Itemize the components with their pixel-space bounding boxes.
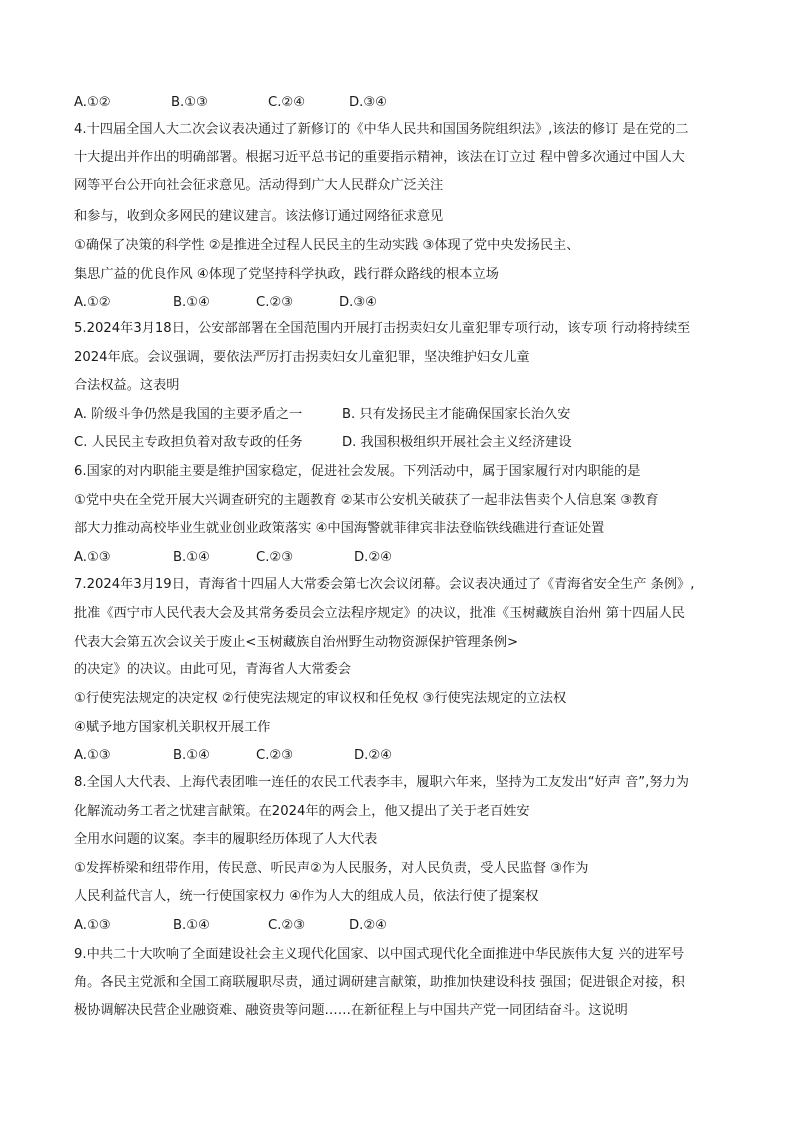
q4-option-a[interactable]: A.①② [74,295,111,310]
q7-option-c[interactable]: C.②③ [256,748,294,763]
q4-option-c[interactable]: C.②③ [256,295,294,310]
q8-option-b[interactable]: B.①④ [173,918,210,933]
q4-statement-line: 集思广益的优良作风 ④体现了党坚持科学执政，践行群众路线的根本立场 [74,267,499,282]
q5-option-c[interactable]: C. 人民民主专政担负着对敌专政的任务 [74,435,303,450]
q6-statement-line: ①党中央在全党开展大兴调查研究的主题教育 ②某市公安机关破获了一起非法售卖个人信息案 ③教育 [74,493,659,508]
q7-stem-line: 7.2024年3月19日，青海省十四届人大常委会第七次会议闭幕。会议表决通过了《青海省安全生产 条例》, [74,577,695,592]
q6-option-c[interactable]: C.②③ [256,550,294,565]
q8-statement-line: 人民利益代言人，统一行使国家权力 ④作为人大的组成人员，依法行使了提案权 [74,889,539,904]
q8-option-d[interactable]: D.②④ [349,918,387,933]
q6-stem-line: 6.国家的对内职能主要是维护国家稳定，促进社会发展。下列活动中，属于国家履行对内职能的是 [74,464,641,479]
q5-option-d[interactable]: D. 我国积极组织开展社会主义经济建设 [342,435,572,450]
q4-stem-line: 和参与，收到众多网民的建议建言。该法修订通过网络征求意见 [74,209,444,224]
q6-statement-line: 部大力推动高校毕业生就业创业政策落实 ④中国海警就菲律宾非法登临铁线礁进行查证处置 [74,521,605,536]
q8-stem-line: 化解流动务工者之忧建言献策。在2024年的两会上，他又提出了关于老百姓安 [74,804,530,819]
q7-stem-line: 批准《西宁市人民代表大会及其常务委员会立法程序规定》的决议，批准《玉树藏族自治州 第十四届人民 [74,606,685,621]
q5-stem-line: 5.2024年3月18日，公安部部署在全国范围内开展打击拐卖妇女儿童犯罪专项行动，该专项 行动将持续至 [74,321,691,336]
q9-stem-line: 极协调解决民营企业融资难、融资贵等问题……在新征程上与中国共产党一同团结奋斗。这说明 [74,1003,628,1018]
q7-option-b[interactable]: B.①④ [173,748,210,763]
q4-option-b[interactable]: B.①④ [173,295,210,310]
q8-option-c[interactable]: C.②③ [268,918,306,933]
q7-statement-line: ④赋予地方国家机关职权开展工作 [74,720,271,735]
q3-option-c[interactable]: C.②④ [268,95,306,110]
q4-statement-line: ①确保了决策的科学性 ②是推进全过程人民民主的生动实践 ③体现了党中央发扬民主、 [74,238,580,253]
q8-stem-line: 全用水问题的议案。李丰的履职经历体现了人大代表 [74,832,378,847]
q3-option-a[interactable]: A.①② [74,95,111,110]
q8-statement-line: ①发挥桥梁和纽带作用，传民意、听民声②为人民服务，对人民负责，受人民监督 ③作为 [74,861,589,876]
q8-stem-line: 8.全国人大代表、上海代表团唯一连任的农民工代表李丰，履职六年来，坚持为工友发出“好声 音”,努力为 [74,775,689,790]
q5-stem-line: 2024年底。会议强调，要依法严厉打击拐卖妇女儿童犯罪，坚决维护妇女儿童 [74,350,530,365]
q8-option-a[interactable]: A.①③ [74,918,111,933]
q6-option-a[interactable]: A.①③ [74,550,111,565]
q7-stem-line: 的决定》的决议。由此可见，青海省人大常委会 [74,662,351,677]
q3-option-b[interactable]: B.①③ [171,95,208,110]
q5-stem-line: 合法权益。这表明 [74,378,180,393]
q9-stem-line: 9.中共二十大吹响了全面建设社会主义现代化国家、以中国式现代化全面推进中华民族伟大复 兴的进军号 [74,947,685,962]
q7-statement-line: ①行使宪法规定的决定权 ②行使宪法规定的审议权和任免权 ③行使宪法规定的立法权 [74,691,567,706]
q6-option-b[interactable]: B.①④ [173,550,210,565]
q7-option-a[interactable]: A.①③ [74,748,111,763]
q5-option-a[interactable]: A. 阶级斗争仍然是我国的主要矛盾之一 [74,407,303,422]
q6-option-d[interactable]: D.②④ [354,550,392,565]
q3-option-d[interactable]: D.③④ [349,95,387,110]
q4-stem-line: 4.十四届全国人大二次会议表决通过了新修订的《中华人民共和国国务院组织法》,该法的修订 是在党的二 [74,122,689,137]
q4-stem-line: 十大提出并作出的明确部署。根据习近平总书记的重要指示精神，该法在订立过 程中曾多次通过中国人大 [74,150,685,165]
q7-option-d[interactable]: D.②④ [354,748,392,763]
q7-stem-line: 代表大会第五次会议关于废止<玉树藏族自治州野生动物资源保护管理条例> [74,635,519,650]
q5-option-b[interactable]: B. 只有发扬民主才能确保国家长治久安 [342,407,571,422]
q9-stem-line: 角。各民主党派和全国工商联履职尽责，通过调研建言献策，助推加快建设科技 强国；促进银企对接，积 [74,975,685,990]
q4-stem-line: 网等平台公开向社会征求意见。活动得到广大人民群众广泛关注 [74,178,444,193]
q4-option-d[interactable]: D.③④ [339,295,377,310]
